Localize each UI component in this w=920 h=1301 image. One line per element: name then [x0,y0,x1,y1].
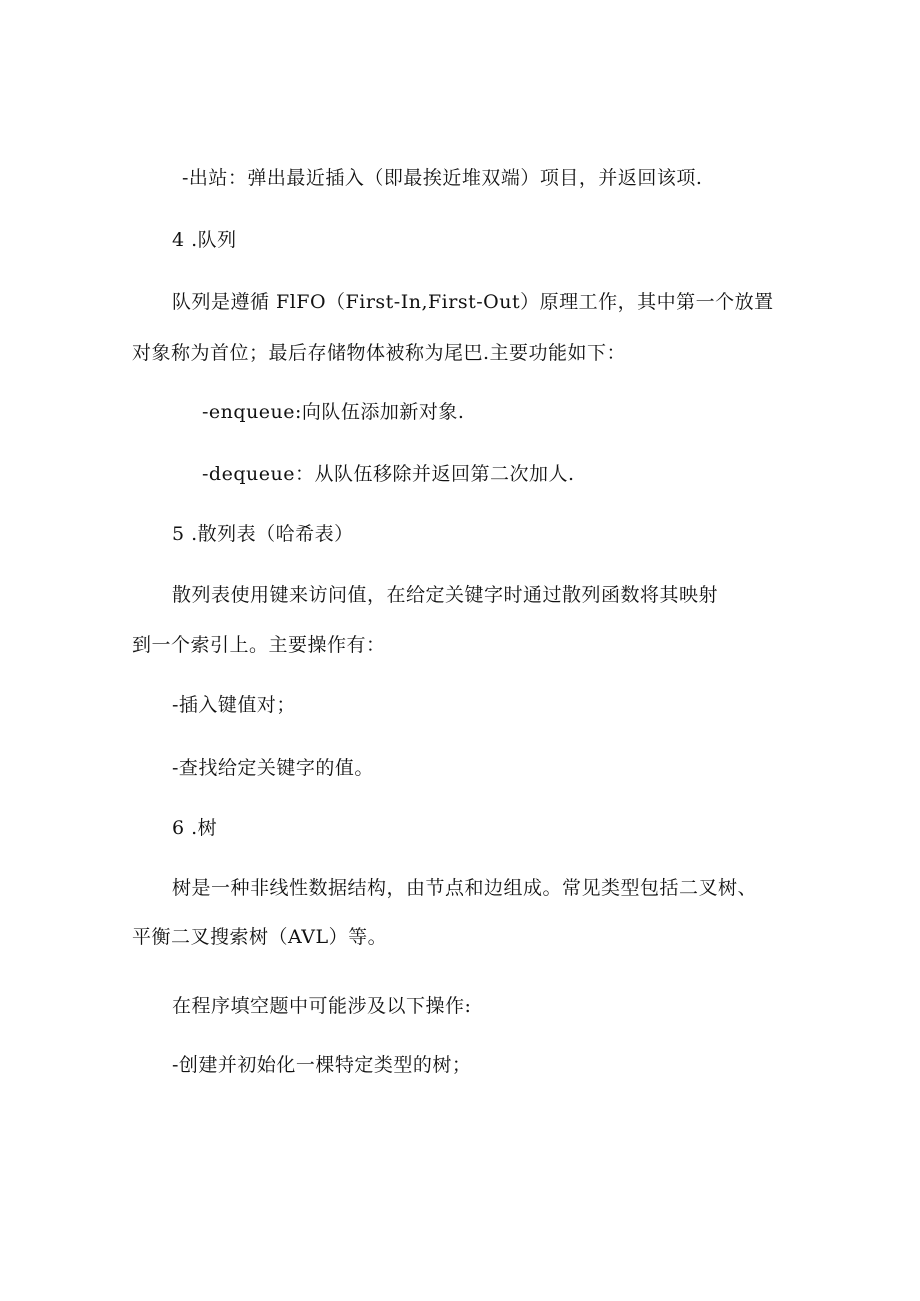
section-heading-queue: 4 .队列 [172,229,237,251]
section-heading-tree: 6 .树 [172,817,218,839]
section-heading-hash-table: 5 .散列表（哈希表） [172,523,354,545]
hash-table-paragraph-line-1: 散列表使用键来访问值，在给定关键字时通过散列函数将其映射 [172,584,719,606]
tree-paragraph-line-1: 树是一种非线性数据结构，由节点和边组成。常见类型包括二叉树、 [172,877,758,899]
hash-table-op-lookup: -查找给定关键字的值。 [172,757,374,779]
stack-pop-item: -出站：弹出最近插入（即最挨近堆双端）项目，并返回该项. [182,167,703,189]
queue-paragraph-line-2: 对象称为首位；最后存储物体被称为尾巴.主要功能如下： [132,342,627,364]
tree-paragraph-line-2: 平衡二叉搜索树（AVL）等。 [132,926,388,948]
tree-op-create: -创建并初始化一棵特定类型的树； [172,1054,472,1076]
queue-enqueue-item: -enqueue:向队伍添加新对象. [202,401,465,423]
hash-table-paragraph-line-2: 到一个索引上。主要操作有： [132,634,386,656]
queue-paragraph-line-1: 队列是遵循 FlFO（First-In,First-Out）原理工作，其中第一个放置 [172,291,774,313]
hash-table-op-insert: -插入键值对； [172,694,296,716]
tree-ops-intro: 在程序填空题中可能涉及以下操作: [172,995,472,1017]
queue-dequeue-item: -dequeue：从队伍移除并返回第二次加人. [202,463,575,485]
